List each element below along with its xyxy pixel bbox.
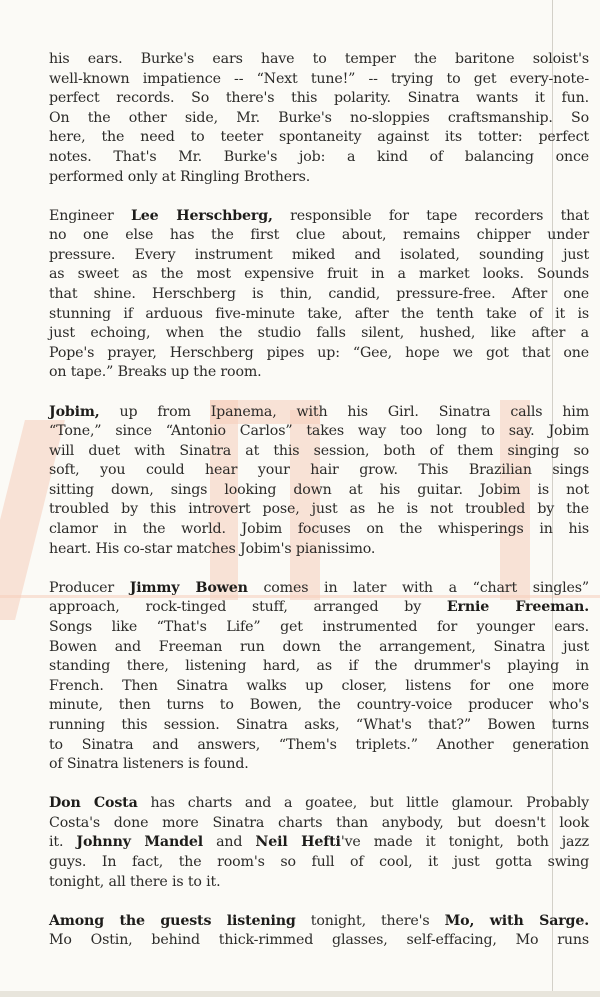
text-line — [49, 324, 589, 344]
text-run: his ears. Burke's ears have to temper the baritone soloist's — [49, 51, 589, 67]
text-line — [49, 520, 589, 540]
text-line — [49, 207, 589, 227]
text-line — [49, 89, 589, 109]
text-line — [49, 461, 589, 481]
page-edge — [0, 991, 600, 997]
text-line — [49, 481, 589, 501]
text-run: guys. In fact, the room's so full of cool, it just gotta swing — [49, 853, 589, 870]
text-line — [49, 305, 589, 325]
text-run: running this session. Sinatra asks, “What's that?” Bowen turns — [49, 716, 589, 733]
text-line — [49, 833, 589, 853]
text-run: well-known impatience -- “Next tune!” -- trying to get every-note- — [49, 70, 589, 87]
text-line — [49, 736, 589, 756]
text-line — [49, 638, 589, 658]
bold-name: Among the guests listening — [49, 912, 296, 929]
text-run: just echoing, when the studio falls silent, hushed, like after a — [49, 325, 589, 342]
text-run: notes. That's Mr. Burke's job: a kind of balancing once — [49, 148, 589, 165]
text-line — [49, 285, 589, 305]
paragraph — [49, 579, 589, 775]
text-run: perfect records. So there's this polarity. Sinatra wants it fun. — [49, 90, 589, 107]
text-run: comes in later with a “chart singles” — [247, 579, 590, 596]
text-run: stunning if arduous five-minute take, after the tenth take of it is — [49, 305, 589, 322]
text-run: up from Ipanema, with his Girl. Sinatra calls him — [99, 403, 589, 420]
bold-name: Jimmy Bowen — [129, 579, 248, 596]
text-line — [49, 677, 589, 697]
text-line — [49, 873, 589, 893]
text-run: troubled by this introvert pose, just as he is not troubled by the — [49, 501, 589, 518]
text-run: on tape.” Breaks up the room. — [49, 364, 262, 381]
text-line — [49, 50, 589, 70]
text-line — [49, 246, 589, 266]
text-line — [49, 794, 589, 814]
text-line — [49, 657, 589, 677]
bold-name: Jobim, — [49, 403, 100, 420]
text-run: French. Then Sinatra walks up closer, listens for one more — [49, 677, 589, 694]
text-run: soft, you could hear your hair grow. This Brazilian sings — [49, 462, 589, 479]
text-run: Engineer — [49, 207, 131, 224]
text-run: to Sinatra and answers, “Them's triplets.” Another generation — [49, 736, 589, 753]
text-line — [49, 853, 589, 873]
text-run: here, the need to teeter spontaneity against its totter: perfect — [49, 129, 589, 146]
text-run: minute, then turns to Bowen, the country-voice producer who's — [49, 697, 589, 714]
paragraph — [49, 207, 589, 383]
paragraph — [49, 794, 589, 892]
text-line — [49, 814, 589, 834]
text-run: of Sinatra listeners is found. — [49, 756, 249, 773]
text-run: it. — [49, 834, 77, 851]
text-line — [49, 912, 589, 932]
text-line — [49, 422, 589, 442]
text-run: that shine. Herschberg is thin, candid, pressure-free. After one — [49, 286, 589, 303]
text-run: has charts and a goatee, but little glamour. Probably — [137, 795, 589, 812]
text-run: responsible for tape recorders that — [272, 207, 589, 224]
text-line — [49, 70, 589, 90]
text-run: approach, rock-tinged stuff, arranged by — [49, 599, 447, 616]
text-line — [49, 226, 589, 246]
text-line — [49, 579, 589, 599]
text-run: will duet with Sinatra at this session, both of them singing so — [49, 442, 589, 459]
text-line — [49, 265, 589, 285]
text-line — [49, 755, 589, 775]
text-line — [49, 403, 589, 423]
bold-name: Johnny Mandel — [76, 834, 203, 851]
bold-name: Neil Hefti — [255, 834, 341, 851]
bold-name: Don Costa — [49, 795, 138, 812]
text-run: standing there, listening hard, as if the drummer's playing in — [49, 658, 589, 675]
article-body — [49, 50, 589, 970]
paragraph — [49, 50, 589, 187]
text-run: performed only at Ringling Brothers. — [49, 168, 311, 185]
text-line — [49, 696, 589, 716]
text-run: Mo Ostin, behind thick-rimmed glasses, self-effacing, Mo runs — [49, 932, 589, 949]
text-run: tonight, there's — [295, 912, 445, 929]
text-line — [49, 344, 589, 364]
text-line — [49, 363, 589, 383]
text-line — [49, 716, 589, 736]
text-line — [49, 442, 589, 462]
text-run: Pope's prayer, Herschberg pipes up: “Gee, hope we got that one — [49, 344, 589, 361]
text-line — [49, 168, 589, 188]
text-line — [49, 598, 589, 618]
text-run: as sweet as the most expensive fruit in a market looks. Sounds — [49, 266, 589, 283]
text-run: no one else has the first clue about, remains chipper under — [49, 227, 589, 244]
paragraph — [49, 912, 589, 951]
bold-name: Ernie Freeman. — [446, 599, 589, 616]
text-run: Producer — [49, 579, 130, 596]
text-line — [49, 618, 589, 638]
text-run: clamor in the world. Jobim focuses on the whisperings in his — [49, 521, 589, 538]
text-line — [49, 148, 589, 168]
text-run: heart. His co-star matches Jobim's pianissimo. — [49, 540, 376, 557]
text-run: sitting down, sings looking down at his guitar. Jobim is not — [49, 481, 589, 498]
text-run: pressure. Every instrument miked and isolated, sounding just — [49, 246, 589, 263]
text-line — [49, 109, 589, 129]
text-run: Costa's done more Sinatra charts than anybody, but doesn't look — [49, 814, 589, 831]
text-run: Bowen and Freeman run down the arrangement, Sinatra just — [49, 638, 589, 655]
text-run: 've made it tonight, both jazz — [340, 834, 589, 851]
text-run: On the other side, Mr. Burke's no-sloppies craftsmanship. So — [49, 109, 589, 126]
text-run: tonight, all there is to it. — [49, 873, 221, 890]
paragraph — [49, 403, 589, 560]
text-run: and — [203, 834, 256, 851]
text-line — [49, 931, 589, 951]
bold-name: Mo, with Sarge. — [444, 912, 589, 929]
text-line — [49, 500, 589, 520]
bold-name: Lee Herschberg, — [130, 207, 273, 224]
text-run: “Tone,” since “Antonio Carlos” takes way too long to say. Jobim — [49, 423, 589, 440]
text-run: Songs like “That's Life” get instrumented for younger ears. — [49, 618, 589, 635]
text-line — [49, 128, 589, 148]
text-line — [49, 540, 589, 560]
